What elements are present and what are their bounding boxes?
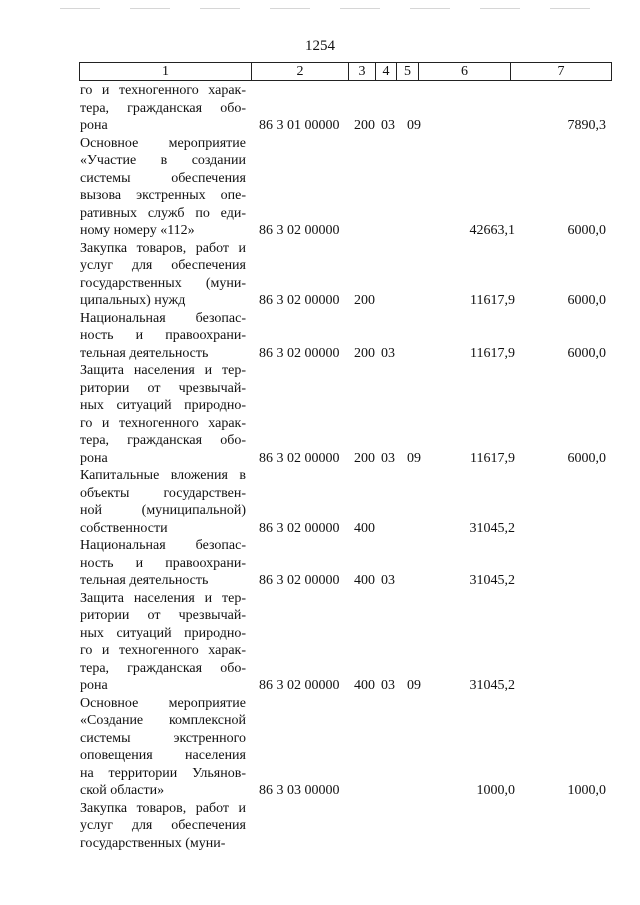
column-header: 4 [376, 63, 397, 81]
description-line: ных ситуаций природно- [80, 398, 246, 413]
description-line: объекты государствен- [80, 485, 246, 501]
description-line: собственности [80, 520, 168, 536]
description-line: Национальная безопас- [80, 538, 246, 553]
description-line: тельная деятельность [80, 573, 209, 588]
amount-col6: 31045,2 [469, 573, 515, 588]
target-code: 86 3 03 00000 [259, 783, 340, 798]
row-description [80, 82, 246, 135]
scan-artifact [60, 8, 620, 9]
amount-col7: 6000,0 [567, 223, 606, 238]
description-line: го и техногенного харак- [80, 643, 246, 658]
subsection-code: 09 [407, 678, 421, 693]
description-line: «Создание комплексной [80, 713, 246, 728]
target-code: 86 3 01 00000 [259, 118, 340, 133]
description-line: Закупка товаров, работ и [80, 240, 246, 256]
description-line: Защита населения и тер- [80, 363, 246, 378]
row-description [80, 537, 246, 590]
column-header-table [79, 62, 612, 81]
amount-col6: 31045,2 [469, 520, 515, 536]
target-code: 86 3 02 00000 [259, 345, 340, 361]
amount-col6: 11617,9 [470, 450, 515, 466]
expense-type-code: 200 [354, 293, 375, 308]
description-line: тера, гражданская обо- [80, 433, 246, 448]
description-line: го и техногенного харак- [80, 415, 246, 431]
description-line: ность и правоохрани- [80, 328, 246, 343]
description-line: рона [80, 678, 108, 693]
description-line: Капитальные вложения в [80, 468, 246, 483]
description-line: Закупка товаров, работ и [80, 800, 246, 816]
target-code: 86 3 02 00000 [259, 573, 340, 588]
row-description [80, 135, 246, 240]
description-line: ской области» [80, 783, 165, 798]
column-header: 2 [252, 63, 349, 81]
target-code: 86 3 02 00000 [259, 450, 340, 466]
expense-type-code: 400 [354, 520, 375, 536]
description-line: Защита населения и тер- [80, 590, 246, 606]
description-line: го и техногенного харак- [80, 83, 246, 98]
subsection-code: 09 [407, 450, 421, 466]
column-header: 7 [511, 63, 612, 81]
description-line: государственных (муни- [80, 275, 246, 291]
description-line: рона [80, 450, 108, 466]
description-line: системы экстренного [80, 730, 246, 746]
description-line: системы обеспечения [80, 170, 246, 186]
description-line: услуг для обеспечения [80, 258, 246, 273]
amount-col6: 1000,0 [476, 783, 515, 798]
expense-type-code: 200 [354, 118, 375, 133]
description-line: ному номеру «112» [80, 223, 195, 238]
description-line: рона [80, 118, 108, 133]
description-line: ность и правоохрани- [80, 555, 246, 571]
column-header: 5 [397, 63, 419, 81]
description-line: Основное мероприятие [80, 135, 246, 151]
amount-col7: 6000,0 [567, 450, 606, 466]
amount-col6: 42663,1 [469, 223, 515, 238]
row-description [80, 310, 246, 363]
description-line: государственных (муни- [80, 835, 226, 851]
section-code: 03 [381, 450, 395, 466]
description-line: ритории от чрезвычай- [80, 608, 246, 623]
section-code: 03 [381, 573, 395, 588]
section-code: 03 [381, 678, 395, 693]
expense-type-code: 400 [354, 678, 375, 693]
description-line: Национальная безопас- [80, 310, 246, 326]
description-line: тера, гражданская обо- [80, 660, 246, 676]
expense-type-code: 200 [354, 345, 375, 361]
subsection-code: 09 [407, 118, 421, 133]
column-header: 1 [80, 63, 252, 81]
amount-col7: 6000,0 [567, 293, 606, 308]
column-header: 6 [419, 63, 511, 81]
description-line: на территории Ульянов- [80, 765, 246, 781]
amount-col6: 11617,9 [470, 293, 515, 308]
description-line: Основное мероприятие [80, 695, 246, 711]
description-line: услуг для обеспечения [80, 818, 246, 833]
row-description [80, 467, 246, 537]
row-description [80, 362, 246, 467]
section-code: 03 [381, 345, 395, 361]
description-line: ритории от чрезвычай- [80, 380, 246, 396]
description-line: тера, гражданская обо- [80, 100, 246, 116]
description-line: ной (муниципальной) [80, 503, 246, 518]
row-description [80, 240, 246, 310]
row-description [80, 800, 246, 853]
description-line: вызова экстренных опе- [80, 188, 246, 203]
expense-type-code: 200 [354, 450, 375, 466]
amount-col7: 1000,0 [567, 783, 606, 798]
column-header: 3 [349, 63, 376, 81]
amount-col6: 11617,9 [470, 345, 515, 361]
description-line: ративных служб по еди- [80, 205, 246, 221]
target-code: 86 3 02 00000 [259, 678, 340, 693]
description-line: ных ситуаций природно- [80, 625, 246, 641]
row-description [80, 695, 246, 800]
row-description [80, 590, 246, 695]
page-number: 1254 [305, 38, 335, 54]
description-line: оповещения населения [80, 748, 246, 763]
amount-col7: 6000,0 [567, 345, 606, 361]
description-line: ципальных) нужд [80, 293, 186, 308]
description-line: тельная деятельность [80, 345, 209, 361]
amount-col7: 7890,3 [567, 118, 606, 133]
section-code: 03 [381, 118, 395, 133]
description-line: «Участие в создании [80, 153, 246, 168]
amount-col6: 31045,2 [469, 678, 515, 693]
target-code: 86 3 02 00000 [259, 223, 340, 238]
expense-type-code: 400 [354, 573, 375, 588]
target-code: 86 3 02 00000 [259, 293, 340, 308]
target-code: 86 3 02 00000 [259, 520, 340, 536]
